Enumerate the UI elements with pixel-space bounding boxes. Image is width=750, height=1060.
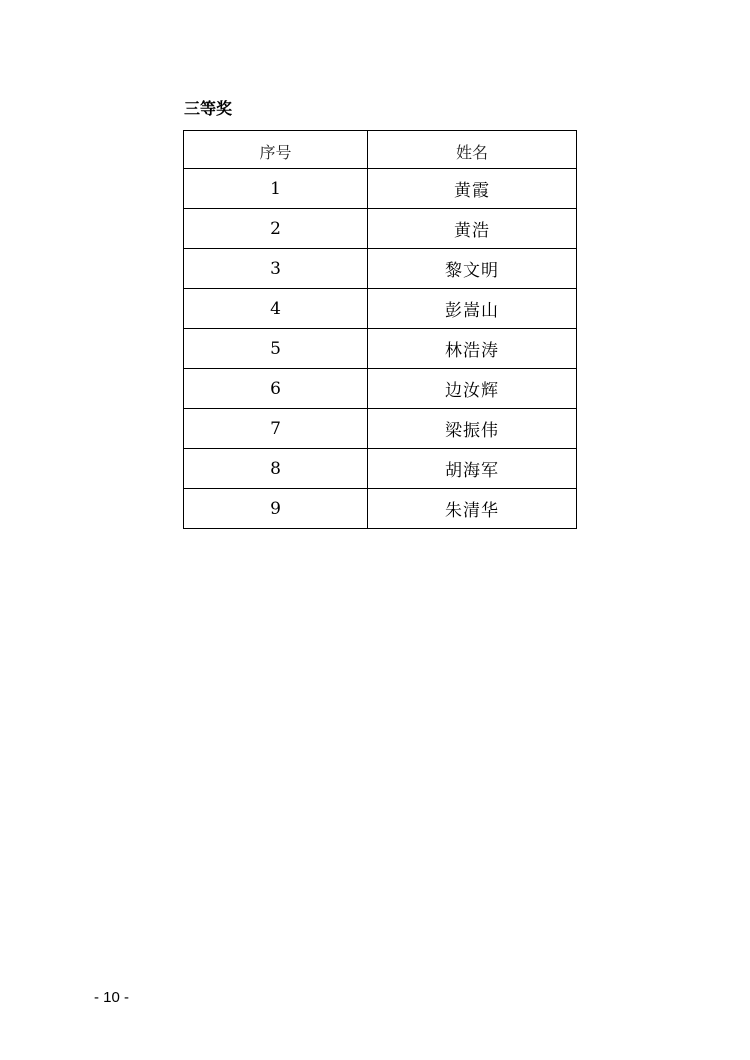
row-name: 胡海军 [368, 449, 577, 489]
row-name: 梁振伟 [368, 409, 577, 449]
table-row [184, 209, 577, 249]
row-number: 4 [184, 289, 368, 329]
row-name: 黄霞 [368, 169, 577, 209]
row-number: 9 [184, 489, 368, 529]
row-number: 1 [184, 169, 368, 209]
table-row [184, 449, 577, 489]
row-number: 5 [184, 329, 368, 369]
header-number: 序号 [184, 131, 368, 169]
row-number: 8 [184, 449, 368, 489]
table-row [184, 409, 577, 449]
row-name: 黎文明 [368, 249, 577, 289]
section-title: 三等奖 [184, 99, 233, 118]
row-name: 朱清华 [368, 489, 577, 529]
row-name: 边汝辉 [368, 369, 577, 409]
row-number: 7 [184, 409, 368, 449]
header-name: 姓名 [368, 131, 577, 169]
awards-table [183, 130, 577, 529]
table-row [184, 289, 577, 329]
row-number: 6 [184, 369, 368, 409]
table-row [184, 369, 577, 409]
row-number: 3 [184, 249, 368, 289]
table-row [184, 169, 577, 209]
table-row [184, 329, 577, 369]
page-number: - 10 - [94, 989, 130, 1006]
table-header-row [184, 131, 577, 169]
row-name: 林浩涛 [368, 329, 577, 369]
row-number: 2 [184, 209, 368, 249]
table-row [184, 489, 577, 529]
row-name: 黄浩 [368, 209, 577, 249]
row-name: 彭嵩山 [368, 289, 577, 329]
table-row [184, 249, 577, 289]
